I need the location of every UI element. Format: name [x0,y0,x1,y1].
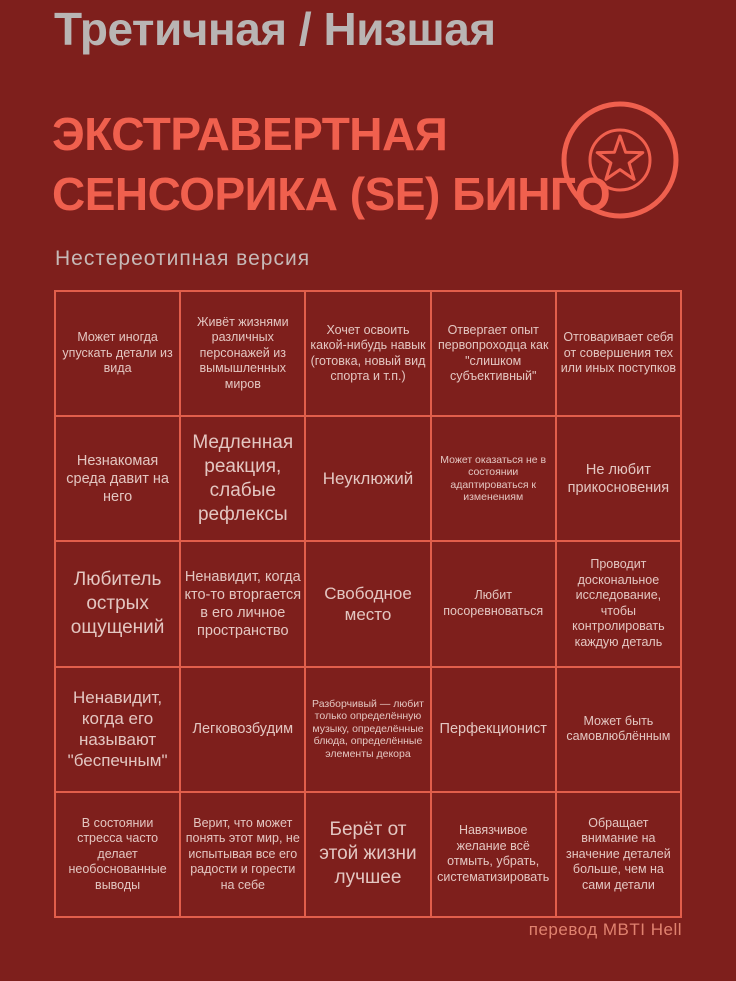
bingo-cell-text: Свободное место [324,583,412,624]
bingo-cell-text: Любитель острых ощущений [70,568,165,638]
bingo-cell-text: Может оказаться не в состоянии адаптироваться к изменениям [440,453,547,504]
page-title [52,104,610,224]
bingo-cell-text: Легковозбудим [192,721,294,738]
bingo-cell [181,542,306,667]
bingo-cell-text: Может быть самовлюблённым [566,713,671,744]
bingo-cell-text: Ненавидит, когда кто-то вторгается в его личное пространство [184,568,302,639]
bingo-free-space [306,542,431,667]
star-in-circle-icon [560,100,680,220]
bingo-cell-text: Ненавидит, когда его называют "беспечным" [67,688,168,771]
bingo-cell-text: Навязчивое желание всё отмыть, убрать, систематизировать [437,823,550,884]
bingo-cell [181,793,306,918]
page-heading: Третичная / Низшая [54,3,496,55]
bingo-cell-text: Разборчивый — любит только определённую музыку, определённые блюда, определённые элементы декора [312,697,424,760]
bingo-cell [181,292,306,417]
bingo-cell [306,292,431,417]
bingo-cell [56,417,181,542]
bingo-cell-text: Отговаривает себя от совершения тех или иных поступков [560,330,677,376]
bingo-cell [432,793,557,918]
bingo-cell [432,417,557,542]
bingo-cell-text: Неуклюжий [322,469,414,489]
bingo-cell [306,417,431,542]
bingo-cell-text: Живёт жизнями различных персонажей из вымышленных миров [196,314,289,391]
bingo-cell [56,668,181,793]
bingo-cell [56,793,181,918]
bingo-cell-text: Может иногда упускать детали из вида [62,330,173,376]
bingo-cell [306,793,431,918]
bingo-cell-text: Отвергает опыт первопроходца как "слишком субъективный" [437,322,549,384]
bingo-cell-text: Незнакомая среда давит на него [66,452,169,505]
bingo-cell-text: Любит посоревноваться [443,588,544,618]
subtitle: Нестереотипная версия [55,247,311,270]
bingo-cell [432,668,557,793]
bingo-cell-text: Хочет освоить какой-нибудь навык (готовка, новый вид спорта и т.п.) [310,322,426,384]
bingo-cell [56,542,181,667]
bingo-cell-text: Обращает внимание на значение деталей больше, чем на сами детали [566,815,671,892]
bingo-cell [557,417,682,542]
bingo-cell [557,292,682,417]
bingo-cell [181,668,306,793]
bingo-cell [557,668,682,793]
bingo-cell-text: Медленная реакция, слабые рефлексы [192,431,294,525]
bingo-cell-text: Не любит прикосновения [567,461,670,496]
title-line-2: СЕНСОРИКА (SE) БИНГО [52,168,611,220]
bingo-grid [54,290,682,918]
title-line-1: ЭКСТРАВЕРТНАЯ [52,108,448,160]
bingo-cell-text: Перфекционист [439,721,547,738]
bingo-cell-text: Верит, что может понять этот мир, не испытывая все его радости и горести на себе [185,815,300,892]
bingo-cell [557,542,682,667]
translation-credit: перевод MBTI Hell [528,920,682,939]
bingo-cell [56,292,181,417]
bingo-cell [432,542,557,667]
bingo-cell-text: В состоянии стресса часто делает необоснованные выводы [68,815,167,892]
bingo-cell-text: Проводит доскональное исследование, чтобы контролировать каждую деталь [572,557,665,649]
bingo-cell [306,668,431,793]
bingo-cell [557,793,682,918]
bingo-cell-text: Берёт от этой жизни лучшее [319,819,417,889]
bingo-cell [432,292,557,417]
bingo-cell [181,417,306,542]
